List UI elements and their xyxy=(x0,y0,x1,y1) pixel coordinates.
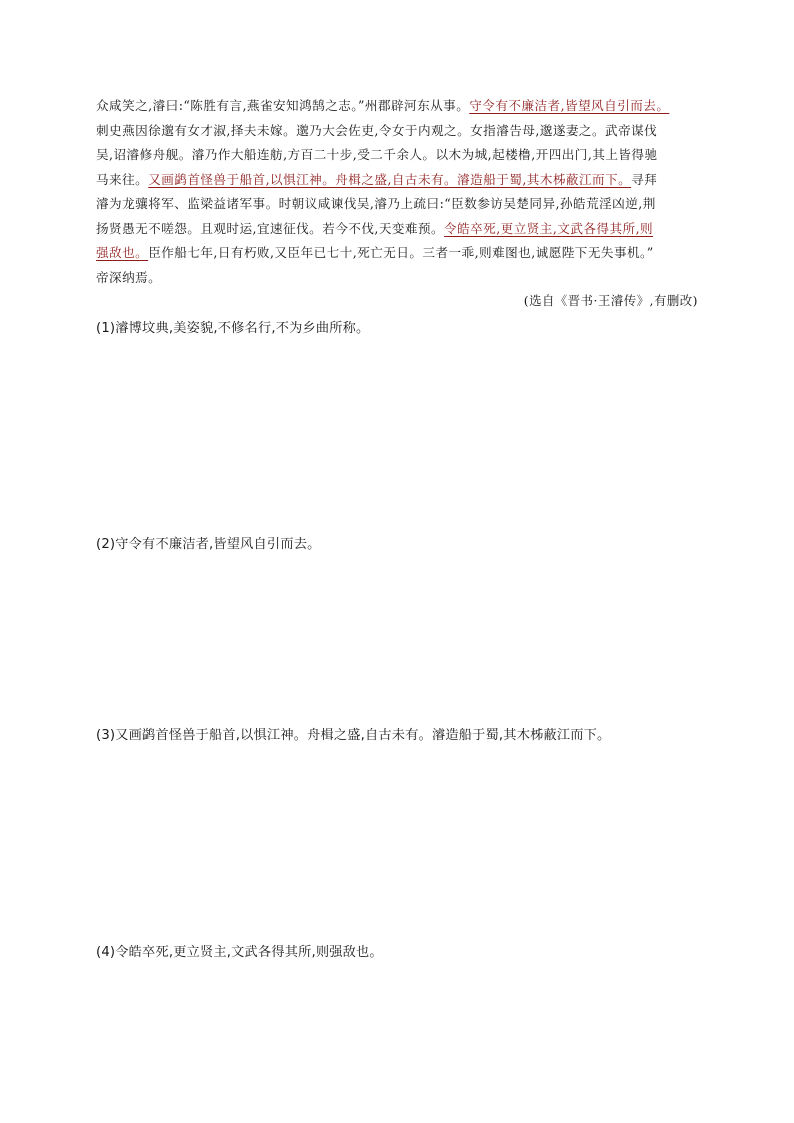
passage-segment: 濬为龙骧将军、监梁益诸军事。时朝议咸谏伐吴,濬乃上疏曰:“臣数参访吴楚同异,孙皓荒淫凶逆,荆 xyxy=(96,196,656,211)
passage-segment: 刺史燕因徐邈有女才淑,择夫未嫁。邈乃大会佐吏,令女于内观之。女指濬告母,邈遂妻之。武帝谋伐 xyxy=(96,122,658,138)
question-1: (1)濬博坟典,美姿貌,不修名行,不为乡曲所称。 xyxy=(96,321,370,336)
passage-segment: 吴,诏濬修舟舰。濬乃作大船连舫,方百二十步,受二千余人。以木为城,起楼橹,开四出门,其上皆得驰 xyxy=(96,147,658,162)
passage-segment: 寻拜 xyxy=(631,171,658,187)
passage-segment: 马来往。 xyxy=(96,171,149,187)
passage-line xyxy=(96,266,702,291)
passage-line xyxy=(96,192,702,217)
passage-segment: 众咸笑之,濬曰:“陈胜有言,燕雀安知鸿鹄之志。”州郡辟河东从事。 xyxy=(96,98,470,113)
source-citation: (选自《晋书·王濬传》,有删改) xyxy=(523,293,698,308)
passage xyxy=(96,94,702,290)
question-4: (4)令皓卒死,更立贤主,文武各得其所,则强敌也。 xyxy=(96,945,383,960)
passage-line xyxy=(96,241,702,266)
passage-highlight: 又画鹢首怪兽于船首,以惧江神。舟楫之盛,自古未有。濬造船于蜀,其木柹蔽江而下。 xyxy=(148,171,632,187)
passage-line xyxy=(96,168,702,193)
passage-line xyxy=(96,143,702,168)
passage-line xyxy=(96,94,702,119)
question-2: (2)守令有不廉洁者,皆望风自引而去。 xyxy=(96,537,321,552)
passage-segment: 扬贤愚无不嗟怨。且观时运,宜速征伐。若今不伐,天变难预。 xyxy=(96,220,445,236)
question-3: (3)又画鹢首怪兽于船首,以惧江神。舟楫之盛,自古未有。濬造船于蜀,其木柹蔽江而下。 xyxy=(96,728,611,743)
passage-line xyxy=(96,217,702,242)
passage-segment: 臣作船七年,日有朽败,又臣年已七十,死亡无日。三者一乖,则难图也,诚愿陛下无失事机。” xyxy=(148,245,654,260)
passage-highlight: 守令有不廉洁者,皆望风自引而去。 xyxy=(469,98,670,113)
passage-highlight: 强敌也。 xyxy=(96,245,149,260)
passage-segment: 帝深纳焉。 xyxy=(96,269,162,285)
passage-line xyxy=(96,119,702,144)
passage-highlight: 令皓卒死,更立贤主,文武各得其所,则 xyxy=(444,220,654,236)
